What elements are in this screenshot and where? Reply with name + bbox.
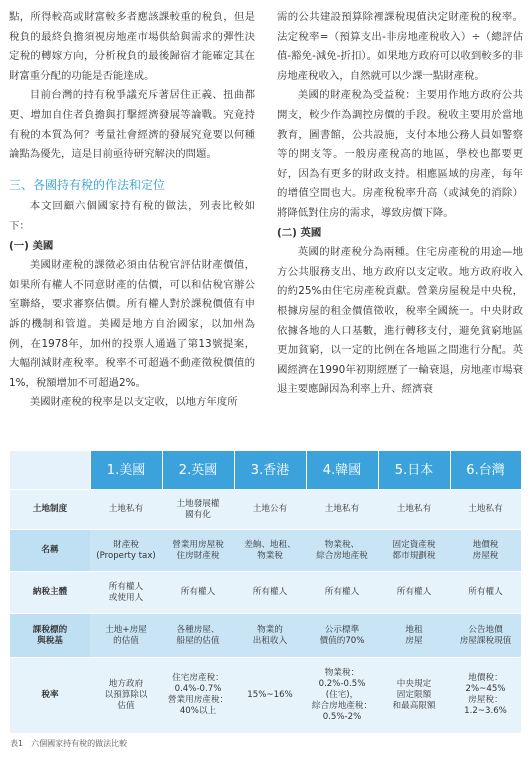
table-corner-cell	[10, 451, 90, 490]
row-header: 課稅標的 與稅基	[10, 614, 90, 658]
table-caption: 表1 六個國家持有稅的做法比較	[10, 739, 128, 748]
table-cell: 公告地價 房屋課稅現值	[450, 614, 521, 658]
table-cell: 中央規定 固定限額 和最高限額	[378, 658, 450, 733]
table-cell: 各種房屋、 船屋的估值	[162, 614, 234, 658]
table-cell: 營業用房屋稅 住房財產稅	[162, 530, 234, 572]
country-header: 2.英國	[162, 451, 234, 490]
table-cell: 住宅房產稅： 0.4%-0.7% 營業用房產稅： 40%以上	[162, 658, 234, 733]
paragraph: 美國財產稅的稅率是以支定收，以地方年度所	[29, 396, 238, 409]
table-row	[10, 572, 521, 614]
row-header: 土地制度	[10, 490, 90, 530]
table-row	[10, 530, 521, 572]
table-cell: 所有權人	[162, 572, 234, 614]
paragraph: 目前台灣的持有稅爭議充斥著居住正義、扭曲都更、增加自住者負擔與打擊經濟發展等論戰。究竟持有稅的本質為何？考量社會經濟的發展究竟要以何種論點為優先，這是目前亟待研究解決的問題。	[9, 89, 255, 161]
table-cell: 所有權人	[378, 572, 450, 614]
country-header: 5.日本	[378, 451, 450, 490]
paragraph: 本文回顧六個國家持有稅的做法，列表比較如下：	[9, 200, 255, 232]
paragraph: 美國財產稅的課徵必須由估稅官評估財產價值，如果所有權人不同意財產的估價，可以和估稅官辦公室聯絡，要求審察估價。所有權人對於課稅價值有申訴的機制和管道。美國是地方自治國家，以加州為例，在1978年，加州的投票人通過了第13號提案，大幅削減財產稅率。稅率不可超過不動產徵稅價值的1%，稅額增加不可超過2%。	[9, 259, 255, 389]
table-cell: 物業稅、 綜合房地產稅	[306, 530, 378, 572]
table-cell: 固定資產稅 都市規劃稅	[378, 530, 450, 572]
row-header: 稅率	[10, 658, 90, 733]
row-header: 名稱	[10, 530, 90, 572]
table-cell: 所有權人 或使用人	[90, 572, 162, 614]
table-cell: 土地私有	[306, 490, 378, 530]
country-header: 4.韓國	[306, 451, 378, 490]
section-title: 三、各國持有稅的作法和定位	[9, 177, 166, 192]
table-cell: 土地公有	[234, 490, 306, 530]
comparison-table	[10, 451, 522, 733]
left-column	[9, 8, 255, 413]
table-cell: 地方政府 以預算除以 估值	[90, 658, 162, 733]
table-row	[10, 614, 521, 658]
table-cell: 土地私有	[90, 490, 162, 530]
table-cell: 地租 房屋	[378, 614, 450, 658]
table-cell: 土地私有	[450, 490, 521, 530]
table-cell: 土地私有	[378, 490, 450, 530]
country-header: 3.香港	[234, 451, 306, 490]
table-cell: 土地發展權 國有化	[162, 490, 234, 530]
table-cell: 所有權人	[450, 572, 521, 614]
table-row	[10, 658, 521, 733]
table-cell: 土地+房屋 的估值	[90, 614, 162, 658]
table-cell: 公示標準 價值的70%	[306, 614, 378, 658]
table-row	[10, 490, 521, 530]
table-cell: 地價稅： 2%~45% 房屋稅： 1.2~3.6%	[450, 658, 521, 733]
table-cell: 所有權人	[306, 572, 378, 614]
table-cell: 15%~16%	[234, 658, 306, 733]
table-cell: 物業的 出租收入	[234, 614, 306, 658]
table-header-row	[10, 451, 521, 490]
table-cell: 財產稅 (Property tax)	[90, 530, 162, 572]
table-cell: 差餉、地租、 物業稅	[234, 530, 306, 572]
table-cell: 物業稅： 0.2%-0.5% (住宅)， 綜合房地產稅： 0.5%-2%	[306, 658, 378, 733]
paragraph: 美國的財產稅為受益稅：主要用作地方政府公共開支，較少作為調控房價的手段。稅收主要用於當地教育，圖書館，公共設施，支付本地公務人員如警察等的開支等。一般房產稅高的地區，學校也都要更好，因為有更多的財政支持。相應區域的房產，每年的增值空間也大。房產稅稅率升高（或減免的消除）將降低對住房的需求，導致房價下降。	[277, 89, 523, 219]
paragraph: 英國的財產稅分為兩種。住宅房產稅的用途—地方公共服務支出、地方政府以支定收。地方政府收入的約25%由住宅房產稅貢獻。營業房屋稅是中央稅，根據房屋的租金價值徵收，稅率全國統一。中央財政依據各地的人口基數，進行轉移支付，避免貧窮地區更加貧窮，以一定的比例在各地區之間進行分配。英國經濟在1990年初期經歷了一輪衰退，房地產市場衰退主要應歸因為利率上升、經濟衰	[277, 246, 523, 396]
country-header: 6.台灣	[450, 451, 521, 490]
right-column	[277, 8, 523, 400]
subsection-title: (一) 美國	[9, 239, 54, 252]
country-header: 1.美國	[90, 451, 162, 490]
table-cell: 地價稅 房屋稅	[450, 530, 521, 572]
row-header: 納稅主體	[10, 572, 90, 614]
table-cell: 所有權人	[234, 572, 306, 614]
subsection-title: (二) 英國	[277, 226, 322, 239]
paragraph: 點，所得較高或財富較多者應該課較重的稅負，但是稅負的最終負擔須視房地產市場供給與需求的彈性決定稅的轉嫁方向，分析稅負的最後歸宿才能確定其在財富重分配的功能是否能達成。	[9, 11, 255, 82]
paragraph: 需的公共建設預算除裡課稅現值決定財產稅的稅率。法定稅率=（預算支出-非房地產稅收入）÷（總評估值-豁免-減免-折扣）。如果地方政府可以收到較多的非房地產稅收入，自然就可以少課一點財產稅。	[277, 11, 523, 82]
